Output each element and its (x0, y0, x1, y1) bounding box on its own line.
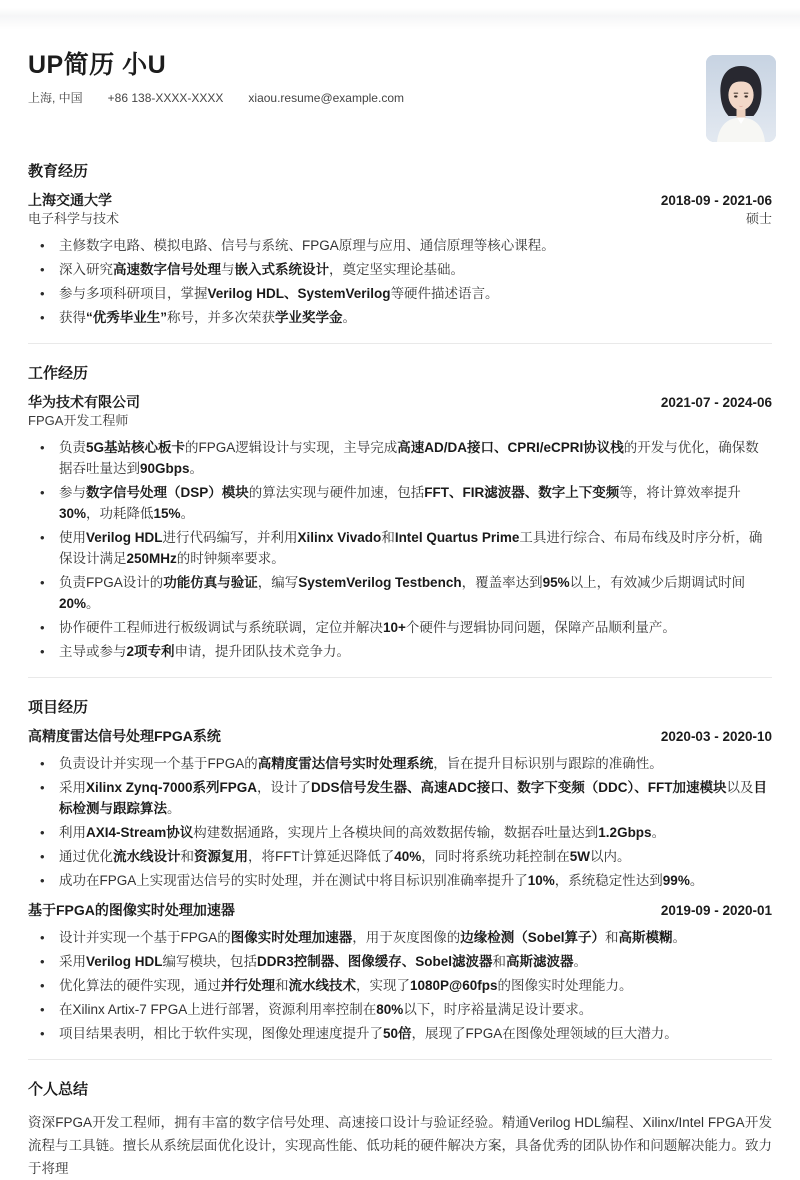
bullet-item: • 通过优化流水线设计和资源复用，将FFT计算延迟降低了40%，同时将系统功耗控制在5W以内。 (28, 846, 772, 867)
bullet-item: • 参与数字信号处理（DSP）模块的算法实现与硬件加速，包括FFT、FIR滤波器、数字上下变频等，将计算效率提升30%，功耗降低15%。 (28, 482, 772, 524)
project-date: 2019-09 - 2020-01 (660, 903, 772, 918)
section-title-projects: 项目经历 (28, 699, 89, 716)
bullet-item: • 采用Verilog HDL编写模块，包括DDR3控制器、图像缓存、Sobel滤波器和高斯滤波器。 (28, 951, 772, 972)
bullet-item: • 采用Xilinx Zynq-7000系列FPGA，设计了DDS信号发生器、高速ADC接口、数字下变频（DDC）、FFT加速模块以及目标检测与跟踪算法。 (28, 777, 772, 819)
education-date: 2018-09 - 2021-06 (660, 193, 772, 208)
bullet-item: • 使用Verilog HDL进行代码编写，并利用Xilinx Vivado和Intel Quartus Prime工具进行综合、布局布线及时序分析，确保设计满足250MHz的时钟频率要求。 (28, 527, 772, 569)
education-entry (28, 192, 772, 328)
section-divider (28, 677, 772, 678)
summary-paragraph: 资深FPGA开发工程师，拥有丰富的数字信号处理、高速接口设计与验证经验。精通Verilog HDL编程、Xilinx/Intel FPGA开发流程与工具链。擅长从系统层面优化设计，实现高性能、低功耗的硬件解决方案，具备优秀的团队协作和问题解决能力。致力于将理 (28, 1115, 772, 1176)
resume-header (28, 0, 772, 106)
contact-location: 上海, 中国 (28, 91, 83, 105)
section-divider (28, 1059, 772, 1060)
education-school: 上海交通大学 (28, 192, 112, 208)
bullet-item: • 优化算法的硬件实现，通过并行处理和流水线技术，实现了1080P@60fps的图像实时处理能力。 (28, 975, 772, 996)
bullet-item: • 参与多项科研项目，掌握Verilog HDL、SystemVerilog等硬件描述语言。 (28, 283, 772, 304)
work-date: 2021-07 - 2024-06 (660, 395, 772, 410)
bullet-item: • 负责FPGA设计的功能仿真与验证，编写SystemVerilog Testbench，覆盖率达到95%以上，有效减少后期调试时间20%。 (28, 572, 772, 614)
bullet-item: • 项目结果表明，相比于软件实现，图像处理速度提升了50倍，展现了FPGA在图像处理领域的巨大潜力。 (28, 1023, 772, 1044)
bullet-item: • 深入研究高速数字信号处理与嵌入式系统设计，奠定坚实理论基础。 (28, 259, 772, 280)
project-bullets (28, 927, 772, 1044)
work-company: 华为技术有限公司 (28, 394, 140, 410)
bullet-item: • 成功在FPGA上实现雷达信号的实时处理，并在测试中将目标识别准确率提升了10%，系统稳定性达到99%。 (28, 870, 772, 891)
bullet-item: • 负责5G基站核心板卡的FPGA逻辑设计与实现，主导完成高速AD/DA接口、CPRI/eCPRI协议栈的开发与优化，确保数据吞吐量达到90Gbps。 (28, 437, 772, 479)
education-degree: 硕士 (745, 211, 772, 226)
project-name: 基于FPGA的图像实时处理加速器 (28, 902, 235, 918)
education-bullets (28, 235, 772, 328)
bullet-item: • 在Xilinx Artix-7 FPGA上进行部署，资源利用率控制在80%以下，时序裕量满足设计要求。 (28, 999, 772, 1020)
section-summary (28, 1080, 772, 1180)
section-title-education: 教育经历 (28, 163, 89, 180)
section-work (28, 364, 772, 662)
contact-phone: +86 138-XXXX-XXXX (107, 91, 224, 105)
contact-email: xiaou.resume@example.com (248, 91, 404, 105)
work-bullets (28, 437, 772, 662)
candidate-name: UP简历 小U (28, 51, 167, 79)
work-role: FPGA开发工程师 (28, 413, 129, 428)
bullet-item: • 获得“优秀毕业生”称号，并多次荣获学业奖学金。 (28, 307, 772, 328)
project-entry-radar (28, 728, 772, 891)
work-entry (28, 394, 772, 662)
education-major: 电子科学与技术 (28, 211, 120, 226)
section-projects (28, 698, 772, 1044)
bullet-item: • 协作硬件工程师进行板级调试与系统联调，定位并解决10+个硬件与逻辑协同问题，保障产品顺利量产。 (28, 617, 772, 638)
bullet-item: • 利用AXI4-Stream协议构建数据通路，实现片上各模块间的高效数据传输，数据吞吐量达到1.2Gbps。 (28, 822, 772, 843)
contact-row (28, 91, 772, 106)
project-date: 2020-03 - 2020-10 (660, 729, 772, 744)
portrait-illustration (706, 55, 776, 142)
bullet-item: • 设计并实现一个基于FPGA的图像实时处理加速器，用于灰度图像的边缘检测（Sobel算子）和高斯模糊。 (28, 927, 772, 948)
section-title-summary: 个人总结 (28, 1081, 89, 1098)
profile-photo (706, 55, 776, 142)
section-divider (28, 343, 772, 344)
section-title-work: 工作经历 (28, 365, 89, 382)
project-bullets (28, 753, 772, 891)
project-entry-image-accelerator (28, 902, 772, 1044)
bullet-item: • 主导或参与2项专利申请，提升团队技术竞争力。 (28, 641, 772, 662)
bullet-item: • 负责设计并实现一个基于FPGA的高精度雷达信号实时处理系统，旨在提升目标识别与跟踪的准确性。 (28, 753, 772, 774)
section-education (28, 162, 772, 328)
project-name: 高精度雷达信号处理FPGA系统 (28, 728, 221, 744)
bullet-item: • 主修数字电路、模拟电路、信号与系统、FPGA原理与应用、通信原理等核心课程。 (28, 235, 772, 256)
